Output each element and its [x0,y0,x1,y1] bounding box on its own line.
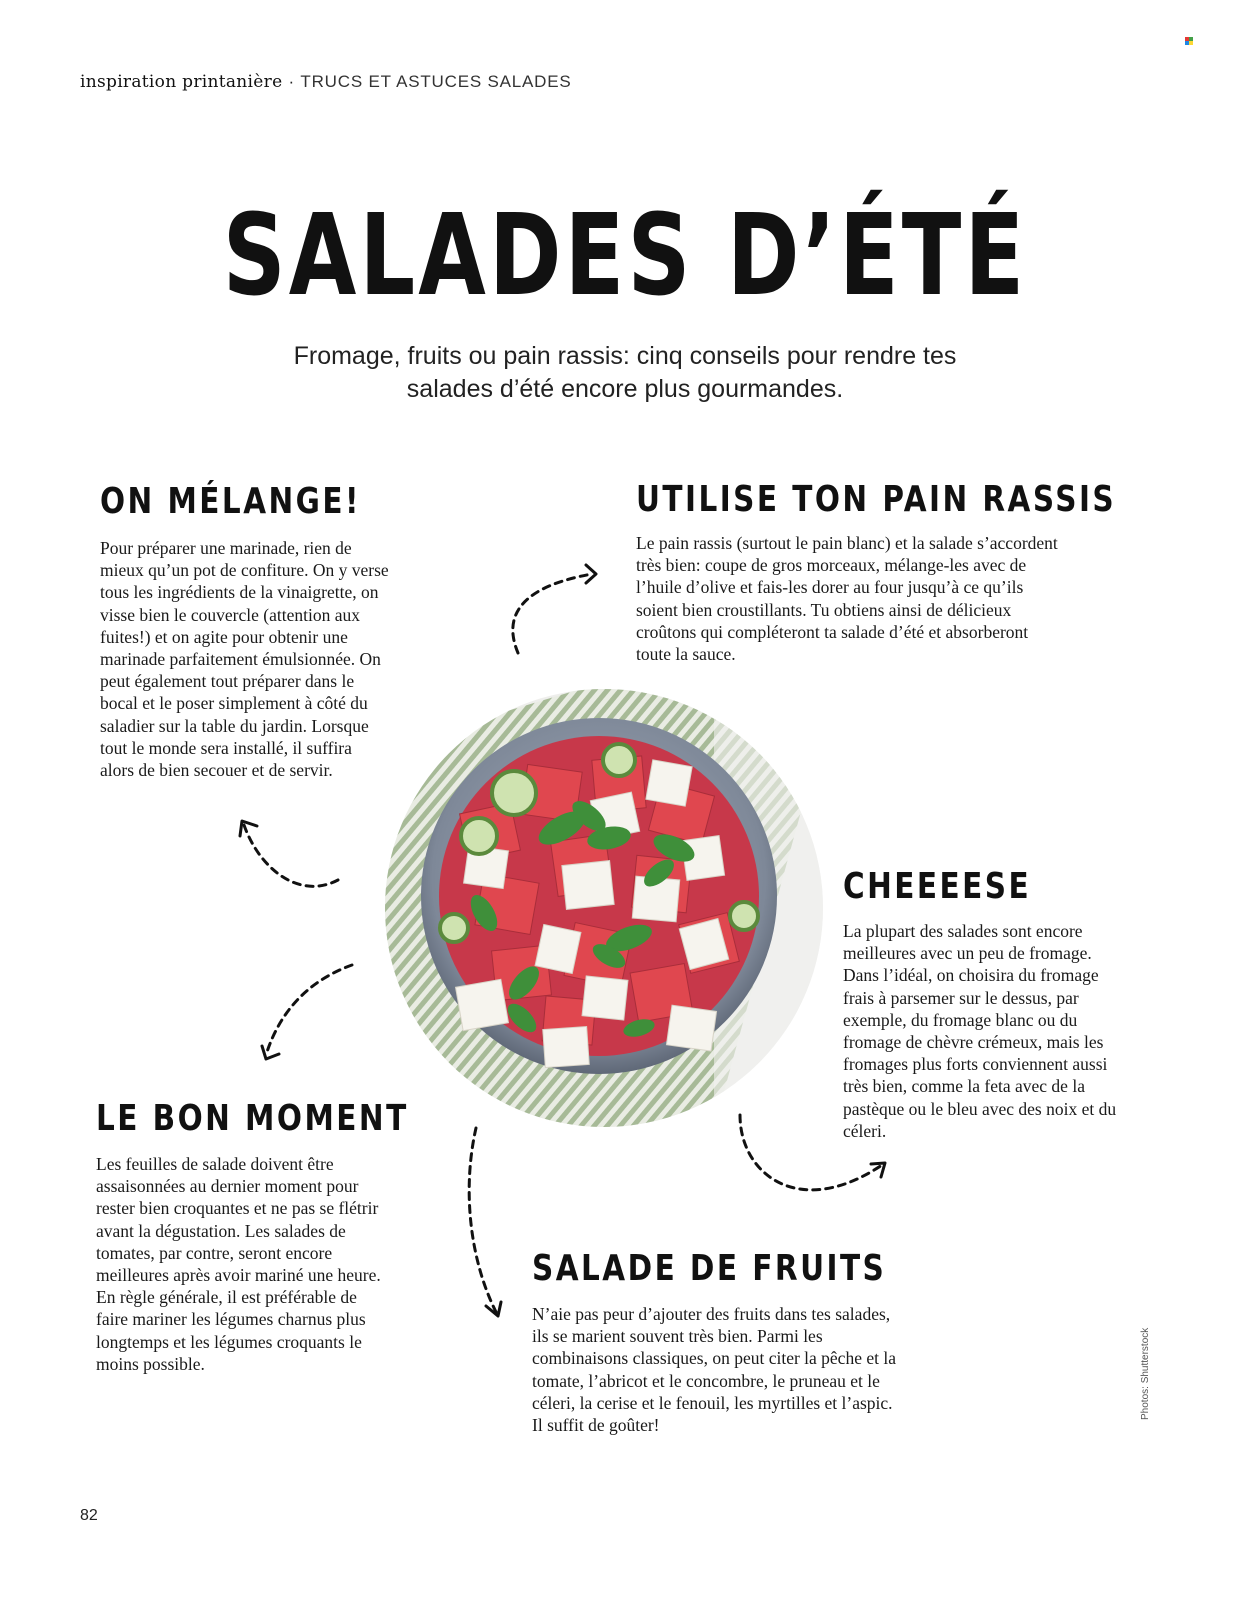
section-heading-on-melange: ON MÉLANGE! [100,481,361,522]
arrow-to-salade-fruits [469,1128,496,1312]
photo-credit: Photos: Shutterstock [1140,1327,1151,1420]
arrowhead-bon-moment [262,1046,279,1059]
section-body-cheese: La plupart des salades sont encore meilleures avec un peu de fromage. Dans l’idéal, on choisira du fromage frais à parsemer sur le dessus, par exemple, du fromage blanc ou du fromage de chèvre crémeux, mais les fromages plus forts conviennent aussi très bien, comme la feta avec de la pastèque ou le bleu avec des noix et du céleri. [843,921,1117,1141]
section-heading-pain-rassis: UTILISE TON PAIN RASSIS [636,479,1117,520]
section-body-pain-rassis: Le pain rassis (surtout le pain blanc) et la salade s’accordent très bien: coupe de gros morceaux, mélange-les avec de l’huile d’olive et fais-les dorer au four jusqu’à ce qu’ils soient bien croustillants. Tu obtiens ainsi de délicieux croûtons qui compléteront ta salade d’été et absorberont toute la sauce. [636,533,1058,665]
section-body-bon-moment: Les feuilles de salade doivent être assaisonnées au dernier moment pour rester bien croquantes et ne pas se flétrir avant la dégustation. Les salades de tomates, par contre, seront encore meilleures après avoir mariné une heure. En règle générale, il est préférable de faire mariner les légumes charnus plus longtemps et les légumes croquants le moins possible. [96,1154,381,1374]
arrowhead-on-melange [240,821,257,836]
header-section: TRUCS ET ASTUCES SALADES [300,72,572,91]
section-heading-cheese: CHEEEESE [843,866,1032,907]
section-heading-bon-moment: LE BON MOMENT [96,1098,409,1139]
arrow-to-on-melange [244,825,338,886]
header-category: inspiration printanière [80,72,283,92]
arrow-to-bon-moment [266,965,352,1055]
salad-bowl-photo [384,688,824,1128]
section-body-salade-fruits: N’aie pas peur d’ajouter des fruits dans tes salades, ils se marient souvent très bien. Parmi les combinaisons classiques, on peut citer la pêche et la tomate, l’abricot et le concombre, le pruneau et le céleri, la cerise et le fenouil, les myrtilles et l’aspic. Il suffit de goûter! [532,1304,896,1436]
running-header [80,72,572,92]
page-subtitle: Fromage, fruits ou pain rassis: cinq conseils pour rendre tes salades d’été encore plus gourmandes. [293,342,957,403]
arrowhead-cheese [871,1163,885,1177]
arrow-to-pain-rassis [513,574,592,653]
page-number: 82 [80,1507,98,1524]
header-separator: · [288,72,295,91]
section-heading-salade-fruits: SALADE DE FRUITS [532,1248,887,1289]
page-title: SALADES D’ÉTÉ [222,191,1028,321]
section-body-on-melange: Pour préparer une marinade, rien de mieux qu’un pot de confiture. On y verse tous les ingrédients de la vinaigrette, on visse bien le couvercle (attention aux fuites!) et on agite pour obtenir une marinade parfaitement émulsionnée. On peut également tout préparer dans le bocal et le poser simplement à côté du saladier sur la table du jardin. Lorsque tout le monde sera installé, il suffira alors de bien secouer et de servir. [100,538,389,781]
color-registration-mark [1185,32,1193,40]
arrowhead-pain-rassis [586,565,596,583]
arrowhead-salade-fruits [486,1302,501,1316]
